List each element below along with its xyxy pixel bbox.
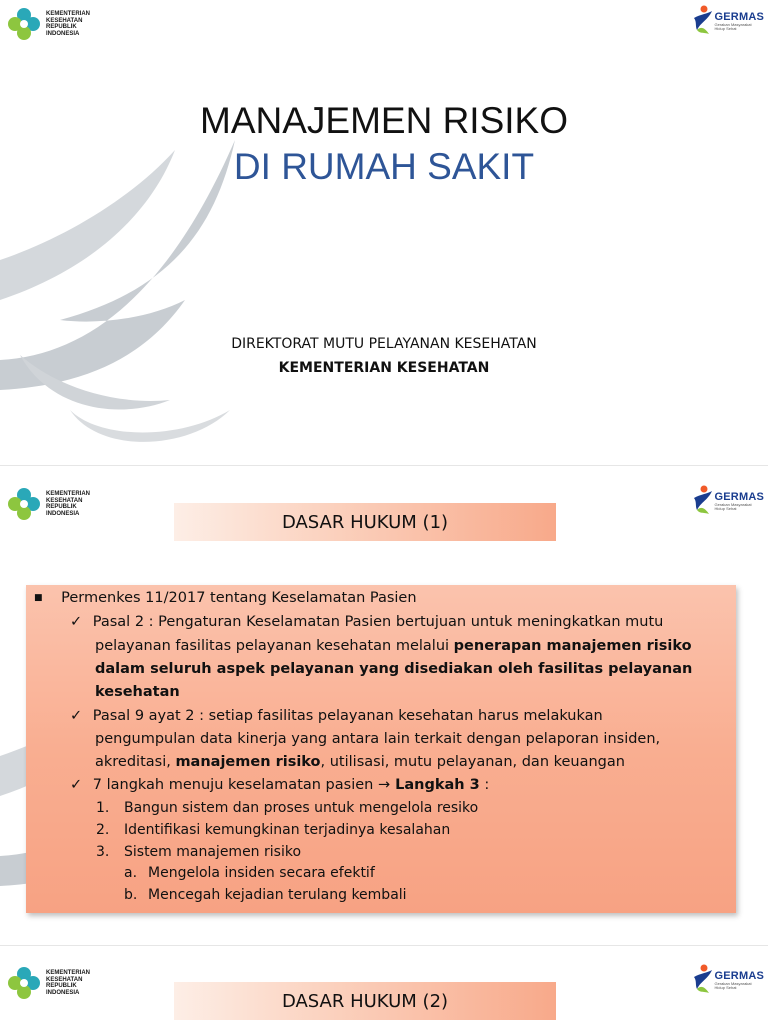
slide-dasar-hukum-2 <box>0 946 768 1024</box>
kemenkes-text-4: INDONESIA <box>46 30 80 37</box>
germas-figure-icon <box>691 4 713 38</box>
main-bullet-text: Permenkes 11/2017 tentang Keselamatan Pasien <box>61 590 417 606</box>
lettered-item <box>124 884 407 908</box>
germas-word: GERMAS <box>714 10 764 23</box>
numbered-item-num: 2. <box>96 822 110 838</box>
pasal2-text-3: dalam seluruh aspek pelayanan yang disediakan oleh fasilitas pelayanan <box>95 661 693 677</box>
kemenkes-text-2: KESEHATAN <box>46 497 83 504</box>
pasal9-line3 <box>95 751 625 775</box>
lettered-item-text: Mencegah kejadian terulang kembali <box>148 887 407 903</box>
kemenkes-emblem-icon <box>6 965 42 1001</box>
pasal2-text-2-bold: penerapan manajemen risiko <box>453 638 692 654</box>
germas-figure-icon <box>691 484 713 518</box>
check-icon: ✓ <box>70 777 83 793</box>
pasal2-line2 <box>95 635 692 659</box>
germas-figure-icon <box>691 963 713 997</box>
pasal9-text-1: Pasal 9 ayat 2 : setiap fasilitas pelayanan kesehatan harus melakukan <box>92 708 603 724</box>
kemenkes-text-4: INDONESIA <box>46 989 80 996</box>
kemenkes-logo <box>6 965 90 1001</box>
pasal9-text-3b: , utilisasi, mutu pelayanan, dan keuangan <box>320 754 625 770</box>
kemenkes-logo <box>6 486 90 522</box>
germas-tagline: Gerakan Masyarakat Hidup Sehat <box>714 21 752 31</box>
kemenkes-emblem-icon <box>6 6 42 42</box>
germas-tagline: Gerakan Masyarakat Hidup Sehat <box>714 501 752 511</box>
pasal9-text-3a: akreditasi, <box>95 754 176 770</box>
kemenkes-text-1: KEMENTERIAN <box>46 970 91 976</box>
slide-title <box>0 0 768 466</box>
kemenkes-emblem-icon <box>6 486 42 522</box>
numbered-item-num: 1. <box>96 800 110 816</box>
germas-logo <box>691 484 764 518</box>
pasal2-text-1: Pasal 2 : Pengaturan Keselamatan Pasien bertujuan untuk meningkatkan mutu <box>92 614 664 630</box>
pasal2-text-2: pelayanan fasilitas pelayanan kesehatan melalui <box>95 638 454 654</box>
pasal2-text-4: kesehatan <box>95 684 180 700</box>
numbered-item <box>96 797 478 821</box>
slide-title: DASAR HUKUM (1) <box>281 511 449 533</box>
slide-title-line1: MANAJEMEN RISIKO <box>200 100 568 141</box>
main-bullet-item <box>34 587 417 613</box>
numbered-item-text: Identifikasi kemungkinan terjadinya kesalahan <box>124 822 451 838</box>
numbered-item <box>96 819 450 843</box>
slide-title: DASAR HUKUM (2) <box>281 990 449 1012</box>
lettered-item <box>124 862 375 886</box>
content-box <box>26 585 736 913</box>
langkah-lead: 7 langkah menuju keselamatan pasien <box>92 777 378 793</box>
kemenkes-text-2: KESEHATAN <box>46 976 83 983</box>
ministry-label: KEMENTERIAN KESEHATAN <box>278 360 490 376</box>
germas-word: GERMAS <box>714 490 764 503</box>
pasal9-line1 <box>70 705 603 729</box>
kemenkes-text-2: KESEHATAN <box>46 17 83 24</box>
lettered-item-text: Mengelola insiden secara efektif <box>148 865 375 881</box>
germas-tagline: Gerakan Masyarakat Hidup Sehat <box>714 980 752 990</box>
numbered-item-text: Bangun sistem dan proses untuk mengelola resiko <box>124 800 479 816</box>
kemenkes-text-1: KEMENTERIAN <box>46 11 91 17</box>
pasal9-text-2: pengumpulan data kinerja yang antara lain terkait dengan pelaporan insiden, <box>95 731 661 747</box>
square-bullet-icon: ■ <box>34 593 43 603</box>
numbered-item <box>96 841 301 865</box>
kemenkes-text-3: REPUBLIK <box>46 983 77 989</box>
germas-logo <box>691 963 764 997</box>
numbered-item-num: 3. <box>96 844 110 860</box>
germas-word: GERMAS <box>714 969 764 982</box>
kemenkes-text-1: KEMENTERIAN <box>46 491 91 497</box>
kemenkes-logo <box>6 6 90 42</box>
slide-title-bar <box>174 503 556 541</box>
langkah-line <box>70 774 489 798</box>
check-icon: ✓ <box>70 708 83 724</box>
lettered-item-letter: b. <box>124 887 138 903</box>
lettered-item-letter: a. <box>124 865 138 881</box>
directorate-label: DIREKTORAT MUTU PELAYANAN KESEHATAN <box>231 336 537 352</box>
pasal9-text-3-bold: manajemen risiko <box>175 754 321 770</box>
pasal2-line1 <box>70 611 663 635</box>
kemenkes-text-4: INDONESIA <box>46 510 80 517</box>
slide-title-line2: DI RUMAH SAKIT <box>233 146 535 187</box>
langkah-bold: Langkah 3 <box>390 777 480 793</box>
langkah-tail: : <box>479 777 490 793</box>
check-icon: ✓ <box>70 614 83 630</box>
slide-dasar-hukum-1 <box>0 466 768 946</box>
germas-logo <box>691 4 764 38</box>
kemenkes-text-3: REPUBLIK <box>46 504 77 510</box>
numbered-item-text: Sistem manajemen risiko <box>124 844 302 860</box>
arrow-right-icon: → <box>377 777 391 793</box>
kemenkes-text-3: REPUBLIK <box>46 24 77 30</box>
slide-title-bar <box>174 982 556 1020</box>
